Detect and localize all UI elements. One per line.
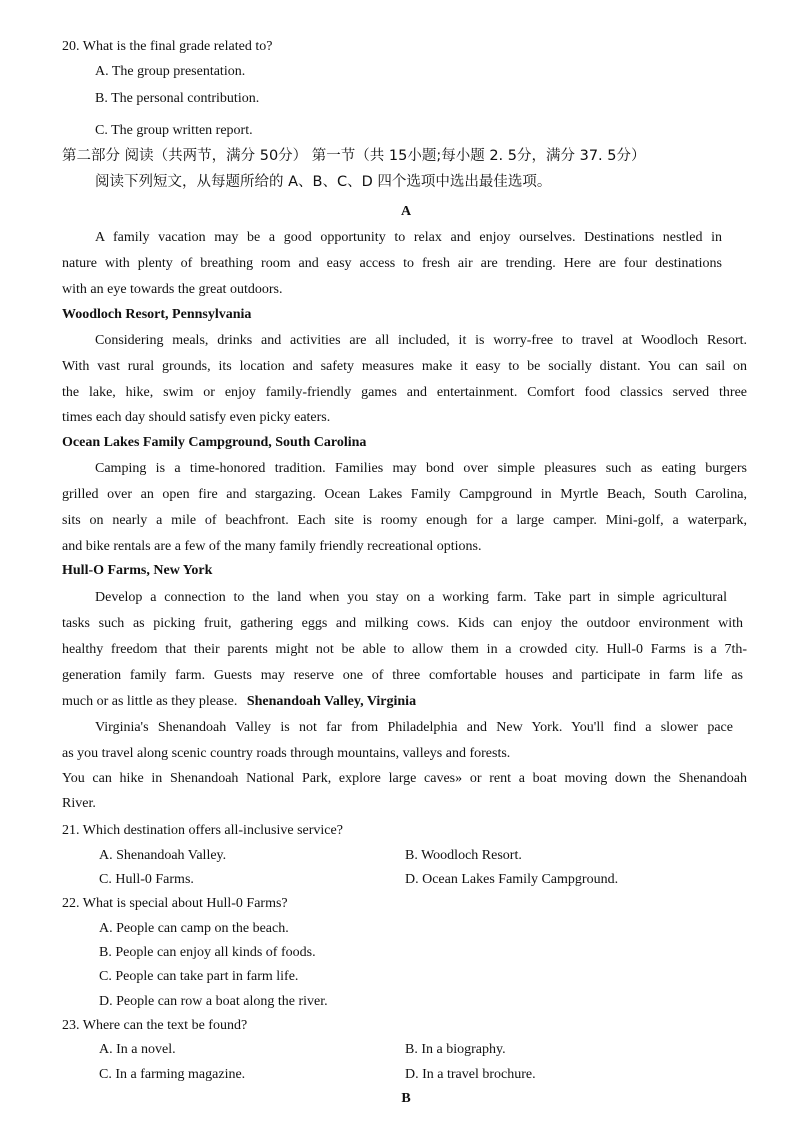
q20-option-c: C. The group written report. — [95, 123, 253, 138]
woodloch-line-4: times each day should satisfy even picky eaters. — [62, 410, 331, 425]
q21-option-c: C. Hull-0 Farms. — [99, 872, 194, 887]
passage-a-intro-line-1: A family vacation may be a good opportunity to relax and enjoy ourselves. Destinations nestled in — [95, 230, 722, 245]
q23-option-c: C. In a farming magazine. — [99, 1067, 246, 1082]
ocean-lakes-line-1: Camping is a time-honored tradition. Families may bond over simple pleasures such as eating burgers — [95, 461, 747, 476]
q23-stem: 23. Where can the text be found? — [62, 1018, 248, 1033]
hull-o-line-3: healthy freedom that their parents might not be able to allow them in a crowded city. Hull-0 Farms is a 7th- — [62, 642, 747, 657]
q20-stem: 20. What is the final grade related to? — [62, 39, 273, 54]
q20-option-a: A. The group presentation. — [95, 64, 246, 79]
hull-o-line-1: Develop a connection to the land when you stay on a working farm. Take part in simple agricultural — [95, 590, 727, 605]
hull-o-title: Hull-O Farms, New York — [62, 563, 213, 578]
q22-option-b: B. People can enjoy all kinds of foods. — [99, 945, 316, 960]
q21-stem: 21. Which destination offers all-inclusive service? — [62, 823, 343, 838]
hull-o-line-2: tasks such as picking fruit, gathering eggs and milking cows. Kids can enjoy the outdoor environment with — [62, 616, 743, 631]
shenandoah-line-1: Virginia's Shenandoah Valley is not far from Philadelphia and New York. You'll find a slower pace — [95, 720, 733, 735]
q21-option-b: B. Woodloch Resort. — [405, 848, 522, 863]
ocean-lakes-line-4: and bike rentals are a few of the many family friendly recreational options. — [62, 539, 482, 554]
q21-option-a: A. Shenandoah Valley. — [99, 848, 227, 863]
woodloch-line-3: the lake, hike, swim or enjoy family-friendly games and entertainment. Comfort food classics served three — [62, 385, 747, 400]
q21-option-d: D. Ocean Lakes Family Campground. — [405, 872, 619, 887]
q23-option-b: B. In a biography. — [405, 1042, 506, 1057]
shenandoah-title: Shenandoah Valley, Virginia — [246, 694, 417, 709]
shenandoah-line-4: River. — [62, 796, 96, 811]
passage-a-intro-line-2: nature with plenty of breathing room and easy access to fresh air are trending. Here are four destinations — [62, 256, 722, 271]
q22-stem: 22. What is special about Hull-0 Farms? — [62, 896, 288, 911]
woodloch-title: Woodloch Resort, Pennsylvania — [62, 307, 252, 322]
shenandoah-line-2: as you travel along scenic country roads through mountains, valleys and forests. — [62, 746, 511, 761]
q20-option-b: B. The personal contribution. — [95, 91, 260, 106]
ocean-lakes-line-2: grilled over an open fire and stargazing. Ocean Lakes Family Campground in Myrtle Beach, South Carolina, — [62, 487, 747, 502]
q22-option-d: D. People can row a boat along the river. — [99, 994, 328, 1009]
ocean-lakes-line-3: sits on nearly a mile of beachfront. Each site is roomy enough for a large camper. Mini-golf, a waterpark, — [62, 513, 747, 528]
shenandoah-line-3: You can hike in Shenandoah National Park, explore large caves» or rent a boat moving down the Shenandoah — [62, 771, 747, 786]
q23-option-a: A. In a novel. — [99, 1042, 176, 1057]
passage-a-letter: A — [400, 204, 412, 219]
passage-a-intro-line-3: with an eye towards the great outdoors. — [62, 282, 283, 297]
hull-o-last-line: much or as little as they please. — [62, 694, 238, 709]
woodloch-line-1: Considering meals, drinks and activities are all included, it is worry-free to travel at Woodloch Resort. — [95, 333, 747, 348]
passage-b-letter: B — [401, 1091, 411, 1106]
q22-option-a: A. People can camp on the beach. — [99, 921, 289, 936]
section-header: 第二部分 阅读（共两节，满分 50分） 第一节（共 15小题;每小题 2. 5分，满分 37. 5分） — [62, 148, 646, 164]
hull-o-line-4: generation family farm. Guests may reserve one of three comfortable houses and participate in farm life as — [62, 668, 743, 683]
q23-option-d: D. In a travel brochure. — [405, 1067, 536, 1082]
woodloch-line-2: With vast rural grounds, its location and safety measures make it easy to be socially distant. You can sail on — [62, 359, 747, 374]
q22-option-c: C. People can take part in farm life. — [99, 969, 299, 984]
ocean-lakes-title: Ocean Lakes Family Campground, South Carolina — [62, 435, 367, 450]
section-instruction: 阅读下列短文，从每题所给的 A、B、C、D 四个选项中选出最佳选项。 — [95, 174, 552, 190]
hull-o-line-5 — [62, 693, 416, 711]
